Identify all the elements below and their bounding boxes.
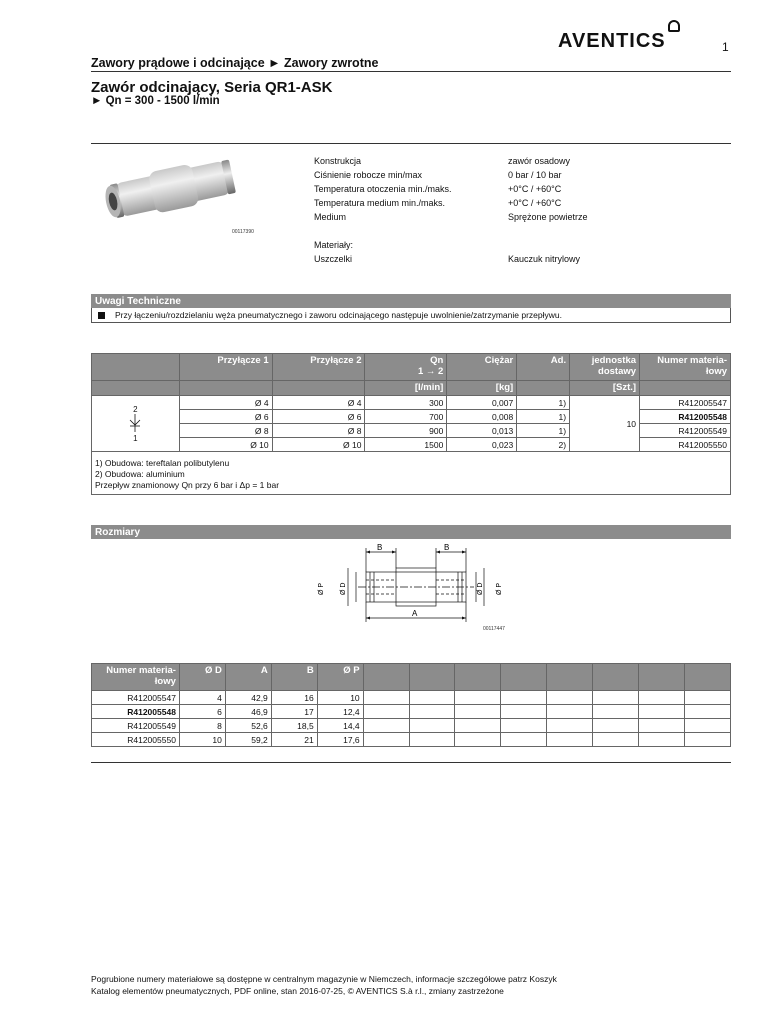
cell-d: 6 <box>179 705 225 719</box>
symbol-port-label: 1 <box>133 433 138 443</box>
cell-port2: Ø 10 <box>272 438 365 452</box>
dim-label-b: B <box>444 543 450 552</box>
cell-d: 4 <box>179 691 225 705</box>
column-header <box>92 354 180 381</box>
materials-label: Materiały: <box>314 240 354 250</box>
spec-row <box>314 182 731 196</box>
header-line: łowy <box>705 366 727 377</box>
spec-row <box>314 210 731 224</box>
variants-table <box>91 353 731 495</box>
spec-label: Temperatura otoczenia min./maks. <box>314 184 452 194</box>
column-header <box>570 354 640 381</box>
column-header: Przyłącze 1 <box>179 354 272 381</box>
spec-value: +0°C / +60°C <box>508 198 562 208</box>
spec-value: Kauczuk nitrylowy <box>508 254 581 264</box>
cell-part-number: R412005550 <box>640 438 731 452</box>
cell-a: 46,9 <box>225 705 271 719</box>
footer-line: Katalog elementów pneumatycznych, PDF online, stan 2016-07-25, © AVENTICS S.à r.l., zmiany zastrzeżone <box>91 986 504 996</box>
dim-label-d: Ø D <box>340 582 347 595</box>
cell-part-number: R412005549 <box>640 424 731 438</box>
column-header: Ø D <box>179 664 225 691</box>
cell-a: 42,9 <box>225 691 271 705</box>
cell-port1: Ø 4 <box>179 396 272 410</box>
cell-port1: Ø 6 <box>179 410 272 424</box>
bullet-square-icon <box>98 312 105 319</box>
cell-weight: 0,008 <box>447 410 517 424</box>
cell-qn: 300 <box>365 396 447 410</box>
spec-value: Sprężone powietrze <box>508 212 588 222</box>
spec-row <box>314 168 731 182</box>
column-header: A <box>225 664 271 691</box>
tech-notes-title: Uwagi Techniczne <box>91 294 731 308</box>
header-line: dostawy <box>598 366 637 377</box>
header-line: Qn <box>430 355 444 366</box>
table-row <box>92 705 731 719</box>
page-title: Zawór odcinający, Seria QR1-ASK <box>91 79 333 96</box>
header-line: Numer materia- <box>106 665 176 676</box>
cell-p: 10 <box>317 691 363 705</box>
footnote: Przepływ znamionowy Qn przy 6 bar i Δp = 1 bar <box>95 480 280 490</box>
spec-label: Ciśnienie robocze min/max <box>314 170 423 180</box>
spec-row <box>314 252 731 266</box>
table-row <box>92 396 731 410</box>
cell-weight: 0,013 <box>447 424 517 438</box>
spec-label: Konstrukcja <box>314 156 362 166</box>
valve-symbol <box>92 396 180 452</box>
cell-a: 59,2 <box>225 733 271 747</box>
symbol-port-label: 2 <box>133 404 138 414</box>
drawing-number: 00117447 <box>483 626 505 632</box>
column-header: Ad. <box>517 354 570 381</box>
footnote: 2) Obudowa: aluminium <box>95 469 185 479</box>
column-header: Ø P <box>317 664 363 691</box>
table-row <box>92 733 731 747</box>
cell-ad: 1) <box>517 424 570 438</box>
cell-port2: Ø 6 <box>272 410 365 424</box>
column-header: Przyłącze 2 <box>272 354 365 381</box>
cell-qn: 1500 <box>365 438 447 452</box>
dim-label-p: Ø P <box>318 582 325 595</box>
cell-a: 52,6 <box>225 719 271 733</box>
header-line: 1 → 2 <box>417 366 444 377</box>
dimension-drawing <box>300 540 530 635</box>
dim-label-p: Ø P <box>496 582 503 595</box>
cell-part-number: R412005548 <box>92 705 180 719</box>
dimensions-title: Rozmiary <box>91 525 731 539</box>
product-image <box>92 150 252 230</box>
footer-line: Pogrubione numery materiałowe są dostępne w centralnym magazynie w Niemczech, informacje szczegółowe patrz Koszyk <box>91 974 557 984</box>
table-row <box>92 719 731 733</box>
cell-part-number: R412005549 <box>92 719 180 733</box>
spec-list <box>314 154 731 266</box>
cell-ad: 1) <box>517 410 570 424</box>
spec-row <box>314 154 731 168</box>
cell-weight: 0,007 <box>447 396 517 410</box>
unit-label: [l/min] <box>365 381 447 396</box>
header-line: łowy <box>154 676 176 687</box>
cell-part-number: R412005547 <box>92 691 180 705</box>
cell-ad: 2) <box>517 438 570 452</box>
footer <box>91 973 557 997</box>
image-number: 00117390 <box>232 229 254 235</box>
column-header: Ciężar <box>447 354 517 381</box>
check-valve-symbol-icon <box>128 414 142 432</box>
divider <box>91 71 731 72</box>
dim-label-a: A <box>412 609 418 618</box>
spec-label: Temperatura medium min./maks. <box>314 198 446 208</box>
cell-p: 14,4 <box>317 719 363 733</box>
header-line: Numer materia- <box>657 355 727 366</box>
cell-b: 21 <box>271 733 317 747</box>
spec-row <box>314 196 731 210</box>
breadcrumb: Zawory prądowe i odcinające ► Zawory zwrotne <box>91 56 379 70</box>
cell-qn: 700 <box>365 410 447 424</box>
cell-p: 12,4 <box>317 705 363 719</box>
page-number: 1 <box>722 40 729 54</box>
cell-p: 17,6 <box>317 733 363 747</box>
cell-port2: Ø 4 <box>272 396 365 410</box>
page-subtitle: ► Qn = 300 - 1500 l/min <box>91 95 220 107</box>
cell-pack: 10 <box>570 396 640 452</box>
spec-value: zawór osadowy <box>508 156 571 166</box>
unit-label: [kg] <box>447 381 517 396</box>
cell-qn: 900 <box>365 424 447 438</box>
header-line: jednostka <box>591 355 637 366</box>
cell-b: 18,5 <box>271 719 317 733</box>
dim-label-d: Ø D <box>477 582 484 595</box>
cell-ad: 1) <box>517 396 570 410</box>
cell-b: 16 <box>271 691 317 705</box>
column-header: B <box>271 664 317 691</box>
cell-port2: Ø 8 <box>272 424 365 438</box>
unit-label: [Szt.] <box>570 381 640 396</box>
dimensions-table <box>91 663 731 747</box>
dim-label-b: B <box>377 543 383 552</box>
spec-value: +0°C / +60°C <box>508 184 562 194</box>
column-header <box>640 354 731 381</box>
divider <box>91 143 731 144</box>
cell-d: 10 <box>179 733 225 747</box>
cell-port1: Ø 10 <box>179 438 272 452</box>
cell-d: 8 <box>179 719 225 733</box>
footnote: 1) Obudowa: tereftalan polibutylenu <box>95 458 230 468</box>
brand-logo-mark-icon <box>668 20 680 32</box>
brand-logo: AVENTICS <box>558 30 666 52</box>
cell-port1: Ø 8 <box>179 424 272 438</box>
cell-weight: 0,023 <box>447 438 517 452</box>
cell-part-number: R412005550 <box>92 733 180 747</box>
cell-part-number: R412005547 <box>640 396 731 410</box>
tech-note-item <box>91 308 731 323</box>
column-header <box>92 664 180 691</box>
tech-note-text: Przy łączeniu/rozdzielaniu węża pneumatycznego i zaworu odcinającego następuje uwolnienie/zatrzymanie przepływu. <box>115 310 562 320</box>
cell-b: 17 <box>271 705 317 719</box>
table-row <box>92 691 731 705</box>
column-header <box>365 354 447 381</box>
divider <box>91 762 731 763</box>
table-footnotes <box>92 452 731 495</box>
cell-part-number: R412005548 <box>640 410 731 424</box>
spec-value: 0 bar / 10 bar <box>508 170 562 180</box>
spec-label: Uszczelki <box>314 254 353 264</box>
spec-label: Medium <box>314 212 347 222</box>
